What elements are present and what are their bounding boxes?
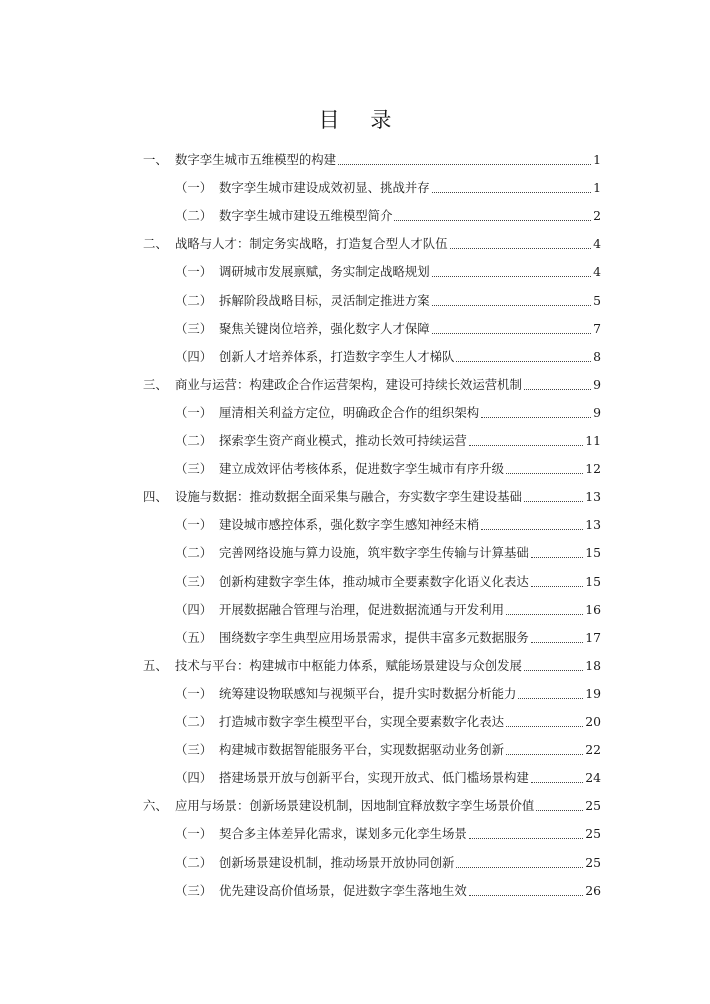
toc-page-number: 12	[585, 461, 601, 477]
toc-entry-number: （四）	[175, 601, 213, 617]
toc-page-number: 18	[585, 657, 601, 673]
toc-entry-title: 搭建场景开放与创新平台，实现开放式、低门槛场景构建	[219, 770, 529, 786]
toc-entry-number: （一）	[175, 685, 213, 701]
toc-page-number: 4	[593, 264, 601, 280]
toc-dot-leader	[536, 810, 583, 811]
toc-section-entry[interactable]	[0, 873, 710, 899]
toc-entry-title: 调研城市发展禀赋，务实制定战略规划	[219, 264, 430, 280]
toc-section-entry[interactable]	[0, 311, 710, 337]
toc-page-number: 16	[585, 601, 601, 617]
toc-entry-number: （一）	[175, 404, 213, 420]
toc-entry-number: （二）	[175, 545, 213, 561]
toc-entry-title: 契合多主体差异化需求，谋划多元化孪生场景	[219, 826, 467, 842]
toc-entry-title: 建立成效评估考核体系，促进数字孪生城市有序升级	[219, 461, 504, 477]
toc-entry-title: 创新场景建设机制，推动场景开放协同创新	[219, 854, 455, 870]
toc-dot-leader	[394, 220, 591, 221]
toc-page-number: 13	[585, 517, 601, 533]
toc-section-entry[interactable]	[0, 395, 710, 421]
toc-entry-number: （五）	[175, 629, 213, 645]
toc-entry-number: （一）	[175, 517, 213, 533]
toc-page-number: 8	[593, 348, 601, 364]
toc-entry-number: 五、	[143, 657, 168, 673]
toc-page-number: 4	[593, 236, 601, 252]
toc-entry-title: 数字孪生城市五维模型的构建	[175, 152, 337, 167]
toc-page-number: 19	[585, 685, 601, 701]
toc-dot-leader	[506, 614, 583, 615]
toc-entry-title: 厘清相关利益方定位，明确政企合作的组织架构	[219, 404, 480, 420]
toc-dot-leader	[481, 417, 591, 418]
toc-dot-leader	[524, 670, 583, 671]
toc-entry-number: （二）	[175, 854, 213, 870]
toc-section-entry[interactable]	[0, 507, 710, 533]
toc-entry-title: 创新构建数字孪生体，推动城市全要素数字化语义化表达	[219, 573, 529, 589]
toc-entry-number: 三、	[143, 376, 168, 392]
page-title: 目 录	[318, 108, 404, 132]
toc-page-number: 25	[585, 826, 601, 842]
toc-page-number: 11	[585, 433, 601, 448]
toc-entry-title: 应用与场景：创新场景建设机制，因地制宜释放数字孪生场景价值	[175, 798, 535, 814]
toc-entry-number: （三）	[175, 882, 213, 898]
toc-dot-leader	[432, 192, 591, 193]
toc-entry-title: 建设城市感控体系，强化数字孪生感知神经末梢	[219, 517, 480, 533]
toc-dot-leader	[506, 754, 583, 755]
toc-entry-title: 拆解阶段战略目标，灵活制定推进方案	[219, 292, 430, 308]
toc-dot-leader	[506, 726, 583, 727]
toc-entry-number: （一）	[175, 180, 213, 196]
toc-dot-leader	[506, 473, 583, 474]
toc-page-number: 15	[585, 573, 601, 589]
toc-page-number: 1	[593, 152, 601, 167]
toc-dot-leader	[524, 501, 583, 502]
toc-entry-title: 围绕数字孪生典型应用场景需求，提供丰富多元数据服务	[219, 629, 529, 645]
toc-page-number: 20	[585, 714, 601, 729]
toc-dot-leader	[469, 445, 583, 446]
toc-entry-title: 打造城市数字孪生模型平台，实现全要素数字化表达	[219, 714, 504, 729]
toc-entry-number: （四）	[175, 348, 213, 364]
toc-entry-title: 优先建设高价值场景，促进数字孪生落地生效	[219, 882, 467, 898]
toc-section-entry[interactable]	[0, 254, 710, 280]
toc-entry-number: （二）	[175, 292, 213, 308]
toc-dot-leader	[531, 557, 583, 558]
toc-entry-title: 设施与数据：推动数据全面采集与融合，夯实数字孪生建设基础	[175, 489, 522, 505]
toc-entry-title: 完善网络设施与算力设施，筑牢数字孪生传输与计算基础	[219, 545, 529, 561]
toc-dot-leader	[432, 333, 591, 334]
toc-entry-number: （一）	[175, 264, 213, 280]
toc-chapter-entry[interactable]	[0, 142, 710, 168]
toc-chapter-entry[interactable]	[0, 788, 710, 814]
toc-section-entry[interactable]	[0, 620, 710, 646]
toc-page-number: 7	[593, 320, 601, 336]
toc-entry-title: 战略与人才：制定务实战略，打造复合型人才队伍	[175, 236, 448, 252]
toc-entry-number: （二）	[175, 433, 213, 448]
toc-dot-leader	[518, 698, 583, 699]
toc-section-entry[interactable]	[0, 816, 710, 842]
toc-page-number: 25	[585, 854, 601, 870]
toc-entry-number: 六、	[143, 798, 168, 814]
toc-page-number: 9	[593, 404, 601, 420]
toc-section-entry[interactable]	[0, 170, 710, 196]
toc-dot-leader	[531, 642, 583, 643]
toc-dot-leader	[432, 276, 591, 277]
toc-entry-title: 开展数据融合管理与治理，促进数据流通与开发利用	[219, 601, 504, 617]
toc-page-number: 13	[585, 489, 601, 505]
toc-entry-title: 探索孪生资产商业模式，推动长效可持续运营	[219, 433, 467, 448]
toc-dot-leader	[450, 248, 591, 249]
toc-page-number: 2	[593, 208, 601, 224]
toc-page-number: 22	[585, 742, 601, 758]
toc-dot-leader	[456, 867, 583, 868]
toc-entry-number: 二、	[143, 236, 168, 252]
toc-entry-title: 数字孪生城市建设五维模型简介	[219, 208, 393, 224]
toc-entry-title: 创新人才培养体系，打造数字孪生人才梯队	[219, 348, 455, 364]
toc-dot-leader	[469, 895, 583, 896]
toc-entry-number: （三）	[175, 742, 213, 758]
toc-page-number: 5	[593, 292, 601, 308]
toc-dot-leader	[481, 529, 583, 530]
toc-page-number: 9	[593, 376, 601, 392]
toc-entry-number: 一、	[143, 152, 168, 167]
toc-section-entry[interactable]	[0, 676, 710, 702]
toc-page-number: 1	[593, 180, 601, 196]
toc-section-entry[interactable]	[0, 198, 710, 224]
toc-entry-title: 统筹建设物联感知与视频平台，提升实时数据分析能力	[219, 685, 517, 701]
toc-entry-number: （四）	[175, 770, 213, 786]
toc-section-entry[interactable]	[0, 451, 710, 477]
toc-dot-leader	[524, 389, 591, 390]
toc-entry-number: （三）	[175, 573, 213, 589]
toc-page-number: 17	[585, 629, 601, 645]
toc-section-entry[interactable]	[0, 760, 710, 786]
toc-dot-leader	[432, 305, 591, 306]
toc-chapter-entry[interactable]	[0, 479, 710, 505]
toc-section-entry[interactable]	[0, 564, 710, 590]
toc-section-entry[interactable]	[0, 704, 710, 730]
toc-dot-leader	[456, 361, 591, 362]
toc-dot-leader	[531, 586, 583, 587]
toc-entry-number: 四、	[143, 489, 168, 505]
toc-section-entry[interactable]	[0, 283, 710, 309]
toc-entry-number: （二）	[175, 208, 213, 224]
toc-dot-leader	[531, 782, 583, 783]
toc-section-entry[interactable]	[0, 592, 710, 618]
toc-chapter-entry[interactable]	[0, 226, 710, 252]
toc-section-entry[interactable]	[0, 423, 710, 449]
toc-page-number: 15	[585, 545, 601, 561]
toc-chapter-entry[interactable]	[0, 648, 710, 674]
toc-entry-title: 构建城市数据智能服务平台，实现数据驱动业务创新	[219, 742, 504, 758]
toc-entry-title: 数字孪生城市建设成效初显、挑战并存	[219, 180, 430, 196]
toc-entry-number: （三）	[175, 320, 213, 336]
toc-entry-number: （三）	[175, 461, 213, 477]
toc-page-number: 25	[585, 798, 601, 814]
toc-section-entry[interactable]	[0, 535, 710, 561]
toc-chapter-entry[interactable]	[0, 367, 710, 393]
toc-entry-number: （一）	[175, 826, 213, 842]
toc-section-entry[interactable]	[0, 339, 710, 365]
toc-dot-leader	[338, 164, 591, 165]
toc-section-entry[interactable]	[0, 732, 710, 758]
toc-section-entry[interactable]	[0, 845, 710, 871]
toc-page-number: 26	[585, 882, 601, 898]
toc-entry-number: （二）	[175, 714, 213, 729]
toc-page-number: 24	[585, 770, 601, 786]
toc-entry-title: 聚焦关键岗位培养，强化数字人才保障	[219, 320, 430, 336]
toc-dot-leader	[469, 838, 583, 839]
toc-entry-title: 技术与平台：构建城市中枢能力体系，赋能场景建设与众创发展	[175, 657, 522, 673]
toc-entry-title: 商业与运营：构建政企合作运营架构，建设可持续长效运营机制	[175, 376, 522, 392]
